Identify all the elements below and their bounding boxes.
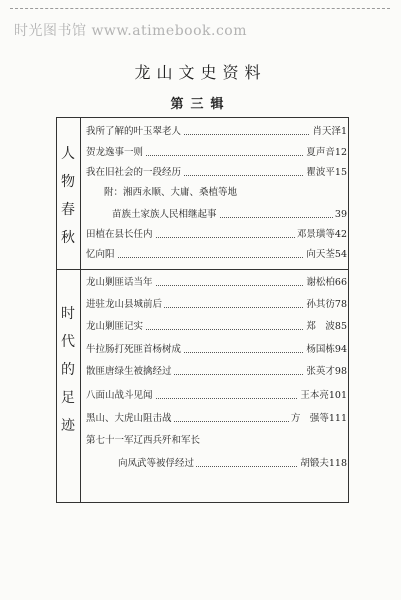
entry-author: 杨国栋 [306,344,335,355]
entry-page: 78 [334,299,347,310]
toc-entry[interactable] [86,164,347,182]
section-label-char: 迹 [61,418,75,434]
label-column-rule [80,117,81,503]
entry-title: 田植在县长任内 [86,226,155,244]
section-label-char: 物 [61,174,75,190]
entry-title: 黑山、大虎山阻击战 [86,410,174,428]
section-label-char: 的 [61,362,75,378]
toc-entry[interactable] [86,410,347,428]
toc-entry[interactable] [86,318,347,336]
entry-title: 龙山剿匪记实 [86,318,145,336]
toc-entry[interactable] [86,144,347,162]
entry-title: 龙山剿匪话当年 [86,274,155,292]
entry-title: 忆向阳 [86,246,117,264]
entry-title: 贺龙逸事一则 [86,144,145,162]
section-label-char: 代 [61,334,75,350]
entry-title: 我在旧社会的一段经历 [86,164,183,182]
entry-author: 瞿波平 [306,167,335,178]
watermark-text: 时光图书馆 www.atimebook.com [14,23,247,39]
entry-author: 方 强等 [290,413,329,424]
entry-author: 夏声音 [306,147,335,158]
entry-author: 肖天泽 [312,126,341,137]
entry-author: 郑 波 [306,321,335,332]
section-label-char: 秋 [61,230,75,246]
entry-page: 118 [328,458,347,469]
book-title: 龙山文史资料 [134,63,267,82]
entry-page: 54 [334,249,347,260]
entry-page: 98 [334,366,347,377]
top-dashed-rule [10,8,390,9]
section-label-era [56,300,80,440]
entry-author: 王本亮 [300,390,329,401]
entry-page: 94 [334,344,347,355]
entry-page: 111 [328,413,347,424]
section-label-char: 春 [61,202,75,218]
toc-entry[interactable] [86,296,347,314]
toc-entry[interactable] [118,455,347,473]
entry-title: 牛拉肠打死匪首杨树成 [86,341,183,359]
section-divider [56,269,349,270]
toc-entry[interactable] [86,363,347,381]
section-label-char: 时 [61,306,75,322]
section-label-people [56,140,80,252]
toc-entry-appendix[interactable] [104,184,347,202]
entry-title: 八面山战斗见闻 [86,387,155,405]
entry-title: 苗族土家族人民相继起事 [112,206,219,224]
section-label-char: 足 [61,390,75,406]
entry-title: 散匪唐绿生被擒经过 [86,363,174,381]
entry-page: 85 [334,321,347,332]
entry-author: 胡锻夫 [300,458,329,469]
toc-entry[interactable] [86,387,347,405]
entry-page: 12 [334,147,347,158]
entry-page: 66 [334,277,347,288]
entry-title: 我所了解的叶玉翠老人 [86,123,183,141]
volume-subtitle: 第三辑 [170,97,231,112]
entry-author: 邓景璜等 [296,229,335,240]
entry-author: 向天荃 [306,249,335,260]
entry-author: 张英才 [306,366,335,377]
entry-title: 附：湘西永顺、大庸、桑植等地 [104,184,239,202]
entry-page: 39 [334,209,347,220]
entry-title: 第七十一军辽西兵歼和军长 [86,432,202,450]
entry-page: 42 [334,229,347,240]
toc-entry[interactable] [86,123,347,141]
toc-entry[interactable] [86,226,347,244]
toc-entry[interactable] [112,206,347,224]
toc-entry[interactable] [86,341,347,359]
entry-author: 孙其彷 [306,299,335,310]
section-label-char: 人 [61,146,75,162]
entry-page: 1 [340,126,347,137]
entry-author: 谢松柏 [306,277,335,288]
toc-entry[interactable] [86,246,347,264]
entry-page: 101 [328,390,347,401]
entry-title: 向凤武等被俘经过 [118,455,196,473]
entry-title: 进驻龙山县城前后 [86,296,164,314]
toc-entry-continued[interactable] [86,432,347,450]
entry-page: 15 [334,167,347,178]
toc-entry[interactable] [86,274,347,292]
